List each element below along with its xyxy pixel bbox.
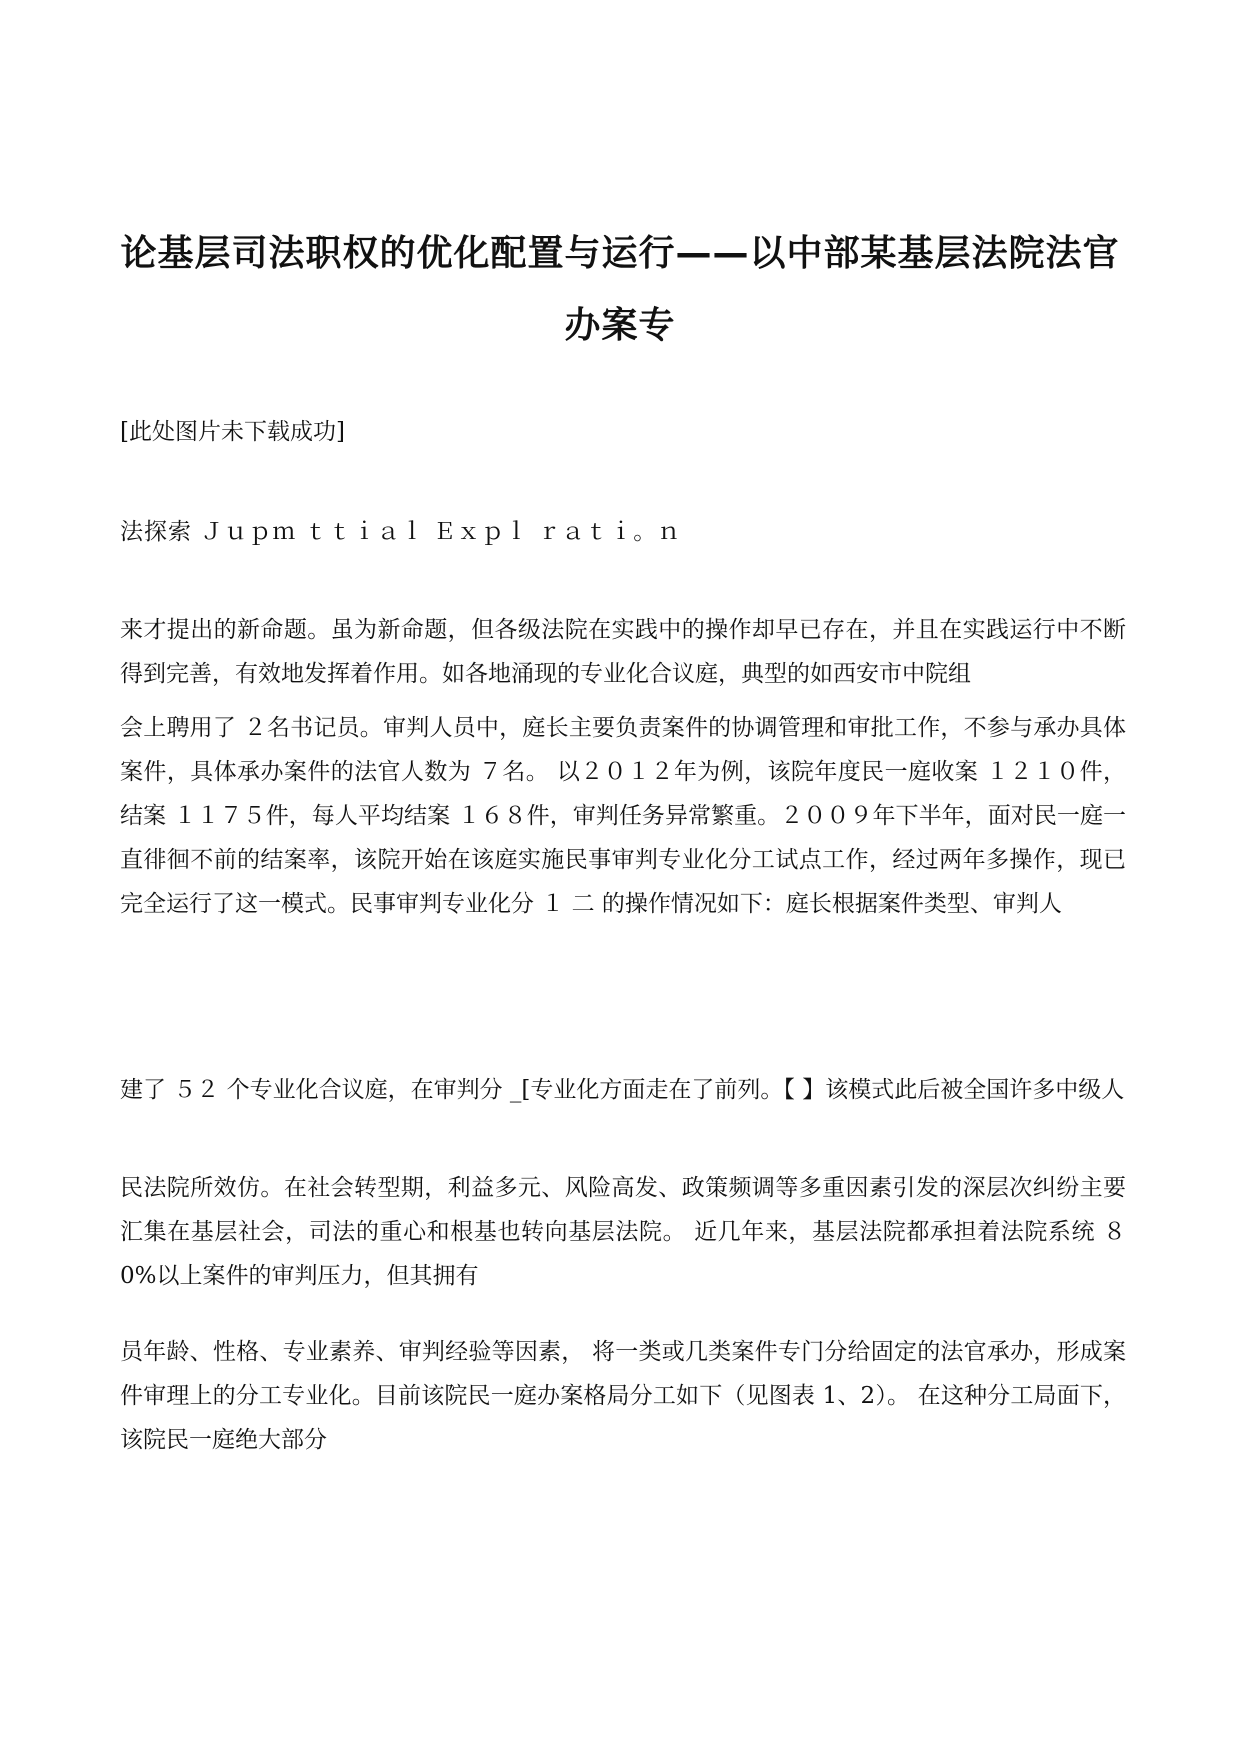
- explore-line: 法探索 Ｊｕｐｍ ｔｔｉａｌ Ｅｘｐｌ ｒａｔｉ。ｎ: [120, 519, 682, 545]
- paragraph-3: 建了 ５２ 个专业化合议庭，在审判分 _[专业化方面走在了前列。【 】该模式此后被全国许多中级人: [120, 1077, 1125, 1103]
- paragraph-5: 员年龄、性格、专业素养、审判经验等因素， 将一类或几类案件专门分给固定的法官承办，形成案件审理上的分工专业化。目前该院民一庭办案格局分工如下（见图表 1、2）。 在这种分工局面下，该院民一庭绝大部分: [120, 1339, 1126, 1453]
- document-title: 论基层司法职权的优化配置与运行——以中部某基层法院法官办案专: [120, 233, 1120, 346]
- paragraph-2: 会上聘用了 ２名书记员。审判人员中，庭长主要负责案件的协调管理和审批工作，不参与承办具体案件，具体承办案件的法官人数为 ７名。 以２０１２年为例，该院年度民一庭收案 １２１０件， 结案 １１７５件，每人平均结案 １６８件，审判任务异常繁重。２００９年下半年，面对民一庭一直徘徊不前的结案率，该院开始在该庭实施民事审判专业化分工试点工作，经过两年多操作，现已完全运行了这一模式。民事审判专业化分 １ 二 的操作情况如下：庭长根据案件类型、审判人: [120, 715, 1126, 917]
- paragraph-1: 来才提出的新命题。虽为新命题，但各级法院在实践中的操作却早已存在，并且在实践运行中不断得到完善，有效地发挥着作用。如各地涌现的专业化合议庭，典型的如西安市中院组: [120, 617, 1126, 687]
- image-placeholder-text: [此处图片未下载成功]: [120, 419, 345, 445]
- paragraph-4: 民法院所效仿。在社会转型期，利益多元、风险高发、政策频调等多重因素引发的深层次纠纷主要汇集在基层社会，司法的重心和根基也转向基层法院。 近几年来，基层法院都承担着法院系统 ８ 0%以上案件的审判压力，但其拥有: [120, 1175, 1126, 1289]
